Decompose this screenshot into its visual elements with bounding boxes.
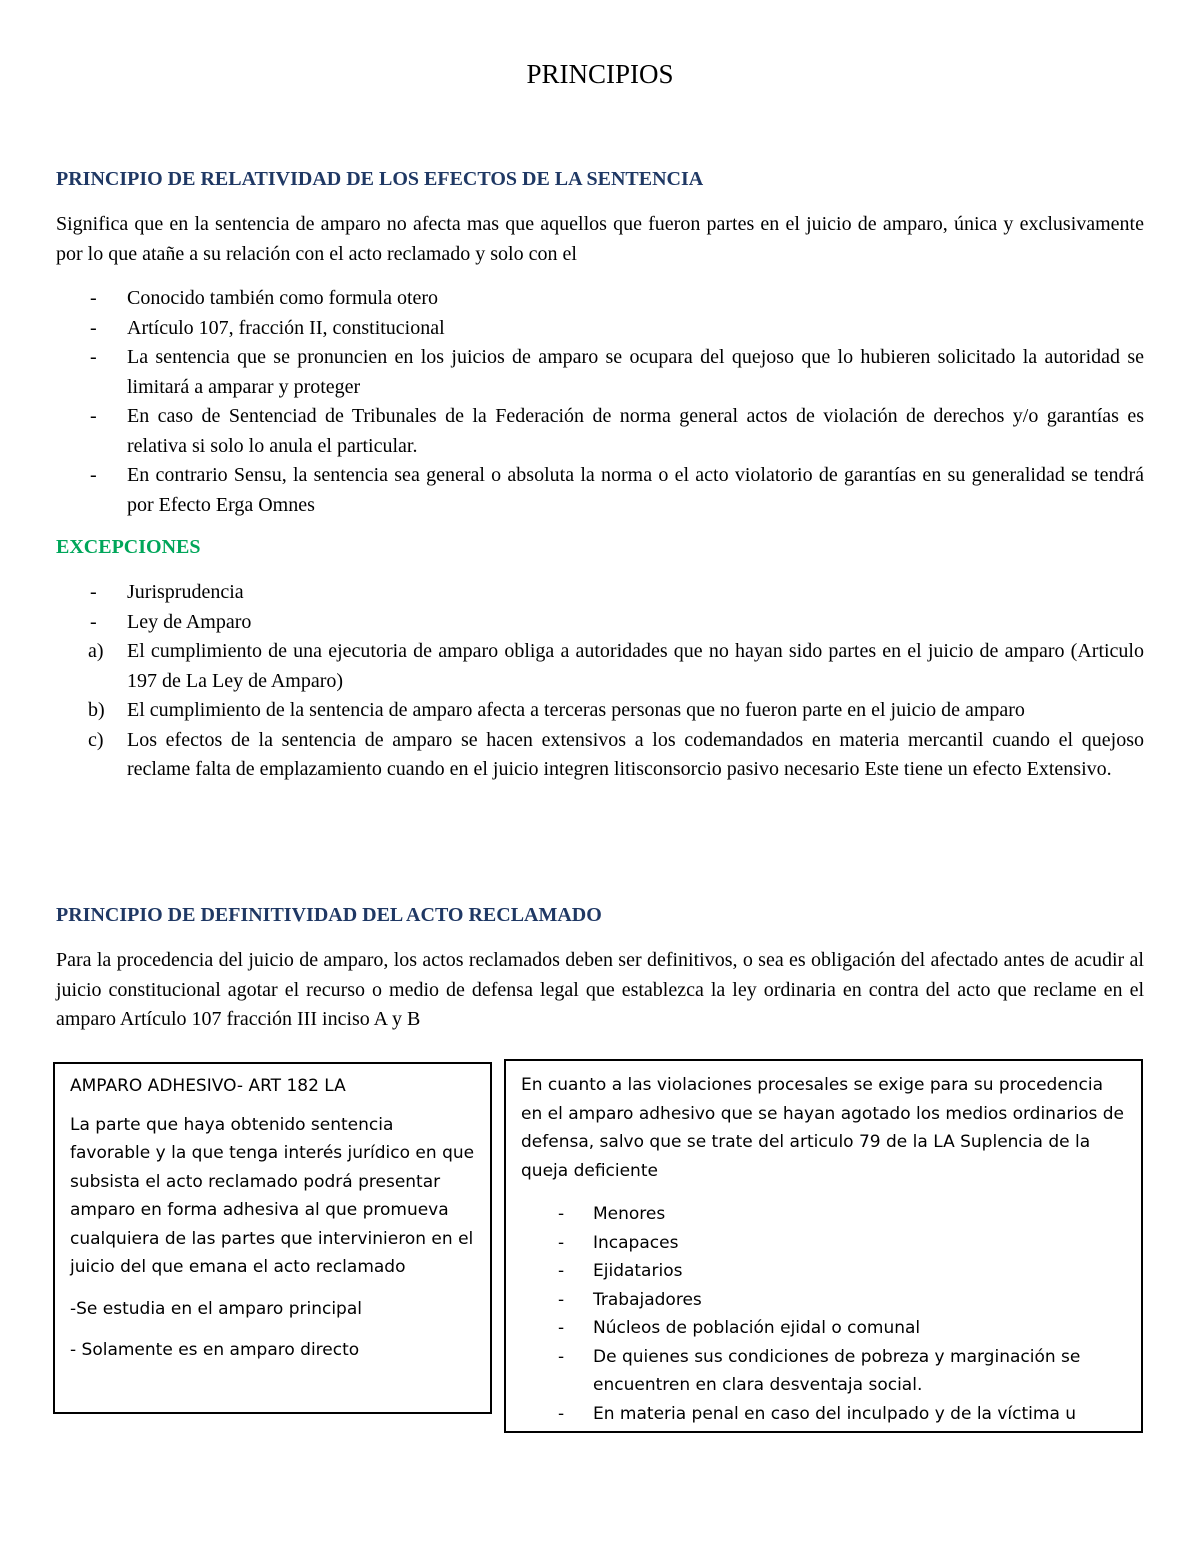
section-paragraph-relatividad: Significa que en la sentencia de amparo no afecta mas que aquellos que fueron partes en el juicio de amparo, única y exclusivamente por lo que atañe a su relación con el acto reclamado y solo con el (56, 213, 1144, 265)
document-title: PRINCIPIOS (526, 59, 674, 89)
box-body: La parte que haya obtenido sentencia favorable y la que tenga interés jurídico en que subsista el acto reclamado podrá presentar amparo en forma adhesiva al que promueva cualquiera de las partes que intervinieron en el juicio del que emana el acto reclamado (70, 1114, 475, 1277)
list-item: - De quienes sus condiciones de pobreza y marginación se encuentren en clara desventaja social. (521, 1343, 1127, 1400)
dash-marker: - (558, 1346, 565, 1367)
list-item: - Jurisprudencia (56, 578, 1144, 608)
suplencia-queja-box (504, 1059, 1143, 1433)
relatividad-bullet-list (56, 284, 1144, 520)
dash-marker: - (90, 287, 97, 309)
dash-marker: - (558, 1318, 565, 1338)
dash-marker: - (90, 346, 97, 368)
amparo-adhesivo-box (53, 1062, 492, 1414)
box-intro: En cuanto a las violaciones procesales se exige para su procedencia en el amparo adhesivo que se hayan agotado los medios ordinarios de defensa, salvo que se trate del articulo 79 de la LA Suplencia de la queja deficiente (521, 1075, 1125, 1181)
list-letter: a) (88, 640, 104, 662)
dash-marker: - (558, 1261, 565, 1281)
dash-marker: - (90, 316, 97, 339)
list-item: a) El cumplimiento de una ejecutoria de amparo obliga a autoridades que no hayan sido partes en el juicio de amparo (Articulo 197 de La Ley de Amparo) (56, 637, 1144, 696)
list-item: - En contrario Sensu, la sentencia sea general o absoluta la norma o el acto violatorio de garantías en su generalidad se tendrá por Efecto Erga Omnes (56, 461, 1144, 520)
dash-marker: - (558, 1204, 565, 1224)
list-letter: b) (88, 699, 105, 721)
excepciones-list (56, 578, 1144, 785)
box-note: - Solamente es en amparo directo (70, 1340, 360, 1360)
suplencia-bullet-list (521, 1200, 1127, 1428)
list-item: c) Los efectos de la sentencia de amparo se hacen extensivos a los codemandados en materia mercantil cuando el quejoso reclame falta de emplazamiento cuando en el juicio integren litisconsorcio pasivo necesario Este tiene un efecto Extensivo. (56, 726, 1144, 785)
dash-marker: - (90, 405, 97, 427)
dash-marker: - (558, 1403, 565, 1424)
list-item: - Trabajadores (521, 1286, 1127, 1315)
list-item: - En caso de Sentenciad de Tribunales de la Federación de norma general actos de violación de derechos y/o garantías es relativa si solo lo anula el particular. (56, 402, 1144, 461)
list-item: - Ejidatarios (521, 1257, 1127, 1286)
section-heading-relatividad: PRINCIPIO DE RELATIVIDAD DE LOS EFECTOS DE LA SENTENCIA (56, 168, 704, 190)
list-letter: c) (88, 728, 104, 751)
list-item: b) El cumplimiento de la sentencia de amparo afecta a terceras personas que no fueron parte en el juicio de amparo (56, 696, 1144, 726)
section-heading-excepciones: EXCEPCIONES (56, 536, 201, 558)
section-heading-definitividad: PRINCIPIO DE DEFINITIVIDAD DEL ACTO RECLAMADO (56, 904, 602, 926)
dash-marker: - (90, 581, 97, 603)
box-title: AMPARO ADHESIVO- ART 182 LA (70, 1076, 346, 1096)
dash-marker: - (90, 610, 97, 633)
section-paragraph-definitividad: Para la procedencia del juicio de amparo, los actos reclamados deben ser definitivos, o sea es obligación del afectado antes de acudir al juicio constitucional agotar el recurso o medio de defensa legal que establezca la ley ordinaria en contra del acto que reclame en el amparo Artículo 107 fracción III inciso A y B (56, 949, 1144, 1030)
dash-marker: - (558, 1232, 565, 1253)
list-item: - Incapaces (521, 1229, 1127, 1258)
dash-marker: - (90, 464, 97, 486)
dash-marker: - (558, 1289, 565, 1310)
list-item: - La sentencia que se pronuncien en los juicios de amparo se ocupara del quejoso que lo hubieren solicitado la autoridad se limitará a amparar y proteger (56, 343, 1144, 402)
list-item: - Ley de Amparo (56, 608, 1144, 638)
list-item: - En materia penal en caso del inculpado y de la víctima u (521, 1400, 1127, 1429)
list-item: - Menores (521, 1200, 1127, 1229)
box-note: -Se estudia en el amparo principal (70, 1298, 362, 1319)
list-item: - Conocido también como formula otero (56, 284, 1144, 314)
list-item: - Artículo 107, fracción II, constitucional (56, 314, 1144, 344)
list-item: - Núcleos de población ejidal o comunal (521, 1314, 1127, 1343)
